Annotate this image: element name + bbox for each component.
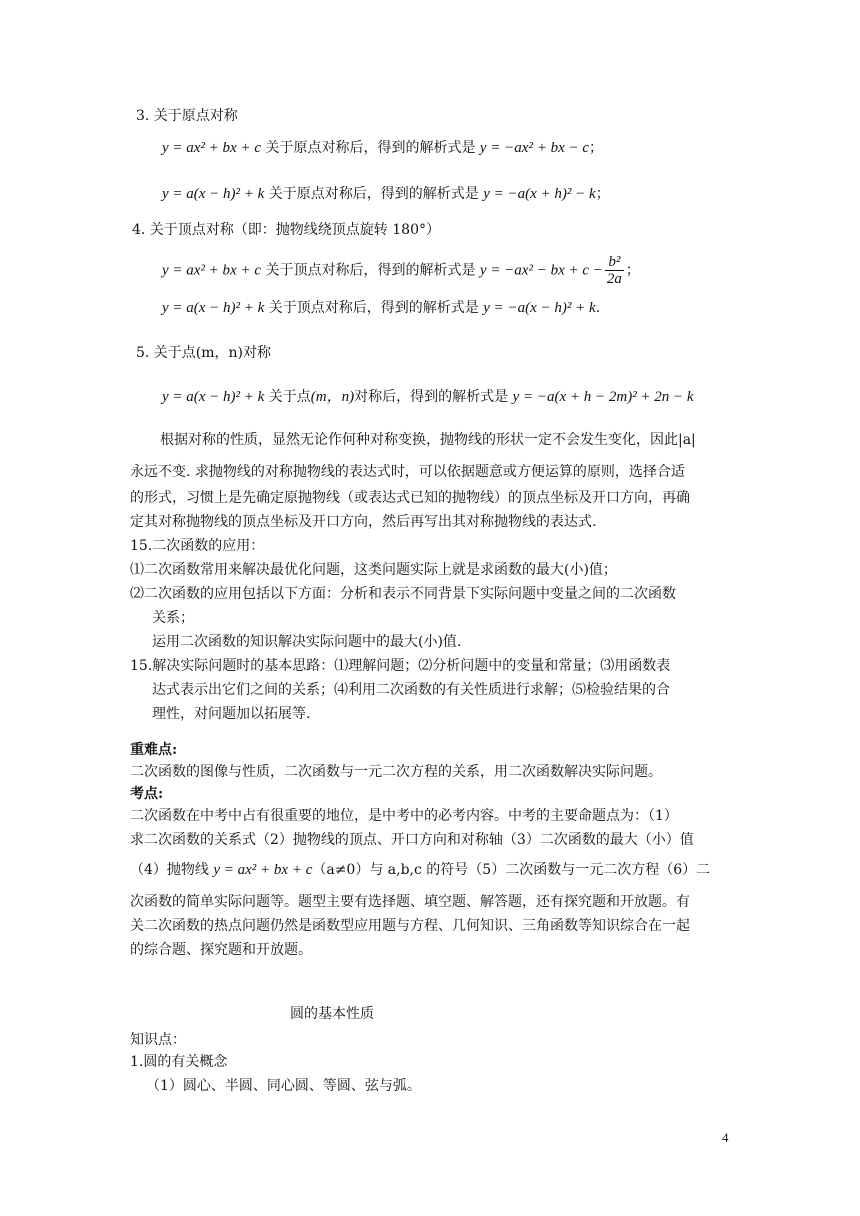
applications-item-2: ⑵二次函数的应用包括以下方面：分析和表示不同背景下实际问题中变量之间的二次函数 xyxy=(130,586,676,602)
text: 对称后，得到的解析式是 xyxy=(354,389,513,405)
page-number: 4 xyxy=(722,1130,729,1145)
exam-points-heading: 考点: xyxy=(130,786,164,802)
text: 关于原点对称后，得到的解析式是 xyxy=(264,186,484,202)
formula: y = −ax² + bx − c xyxy=(479,140,590,156)
fraction-numerator: b² xyxy=(605,254,624,271)
paragraph-line: 根据对称的性质，显然无论作何种对称变换，抛物线的形状一定不会发生变化，因此|a| xyxy=(160,432,696,448)
text: 关于顶点对称后，得到的解析式是 xyxy=(261,262,480,279)
formula: y = −a(x + h − 2m)² + 2n − k xyxy=(512,389,694,405)
punct: . xyxy=(595,300,601,316)
section-5-heading: 5. 关于点(m，n)对称 xyxy=(136,345,272,361)
section-4-line-1 xyxy=(162,254,640,287)
applications-heading: 15.二次函数的应用： xyxy=(130,538,265,554)
applications-item-2-cont: 运用二次函数的知识解决实际问题中的最大(小)值. xyxy=(152,634,462,650)
section-5-line-1 xyxy=(162,387,694,407)
section-4-heading: 4. 关于顶点对称（即：抛物线绕顶点旋转 180°） xyxy=(132,222,440,238)
section-3-line-1 xyxy=(162,138,603,158)
formula: y = ax² + bx + c xyxy=(162,262,261,279)
section-3-line-2 xyxy=(162,184,610,204)
punct: ； xyxy=(625,262,640,279)
formula: y = −a(x + h)² − k xyxy=(483,186,596,202)
formula: y = a(x − h)² + k xyxy=(162,300,265,316)
formula: y = −a(x − h)² + k xyxy=(483,300,596,316)
paragraph-line: 定其对称抛物线的顶点坐标及开口方向，然后再写出其对称抛物线的表达式. xyxy=(130,514,597,530)
formula: y = ax² + bx + c xyxy=(213,862,313,878)
exam-line: 次函数的简单实际问题等。题型主要有选择题、填空题、解答题，还有探究题和开放题。有 xyxy=(130,894,690,910)
applications-item-1: ⑴二次函数常用来解决最优化问题，这类问题实际上就是求函数的最大(小)值； xyxy=(130,562,617,578)
exam-line: 求二次函数的关系式（2）抛物线的顶点、开口方向和对称轴（3）二次函数的最大（小）值 xyxy=(130,832,694,848)
section-title: 圆的基本性质 xyxy=(290,1006,374,1022)
exam-line: 二次函数在中考中占有很重要的地位，是中考中的必考内容。中考的主要命题点为：（1） xyxy=(130,808,678,824)
text: 关于顶点对称后，得到的解析式是 xyxy=(264,300,484,316)
applications-item-2-cont: 关系； xyxy=(152,610,194,626)
exam-line xyxy=(130,860,710,880)
text: 关于点 xyxy=(264,389,311,405)
paragraph-line: 的形式，习惯上是先确定原抛物线（或表达式已知的抛物线）的顶点坐标及开口方向，再确 xyxy=(130,490,690,506)
steps-line: 15.解决实际问题时的基本思路：⑴理解问题；⑵分析问题中的变量和常量；⑶用函数表 xyxy=(130,658,671,674)
punct: ； xyxy=(589,140,604,156)
exam-line: 的综合题、探究题和开放题。 xyxy=(130,942,312,958)
section-3-heading: 3. 关于原点对称 xyxy=(136,108,238,124)
text: （4）抛物线 xyxy=(130,862,214,878)
fraction-denominator: 2a xyxy=(606,271,622,287)
formula: y = a(x − h)² + k xyxy=(162,389,265,405)
steps-line: 理性，对问题加以拓展等. xyxy=(152,706,311,722)
fraction xyxy=(605,254,624,287)
text: 关于原点对称后，得到的解析式是 xyxy=(261,140,480,156)
formula: y = a(x − h)² + k xyxy=(162,186,265,202)
key-points-text: 二次函数的图像与性质，二次函数与一元二次方程的关系，用二次函数解决实际问题。 xyxy=(130,764,662,780)
formula: y = −ax² − bx + c − xyxy=(479,262,603,279)
concept-item: （1）圆心、半圆、同心圆、等圆、弦与弧。 xyxy=(146,1078,421,1094)
point: (m，n) xyxy=(310,389,355,405)
section-4-line-2 xyxy=(162,298,600,318)
steps-line: 达式表示出它们之间的关系；⑷利用二次函数的有关性质进行求解；⑸检验结果的合 xyxy=(152,682,670,698)
paragraph-line: 永远不变. 求抛物线的对称抛物线的表达式时，可以依据题意或方便运算的原则，选择合适 xyxy=(130,464,685,480)
exam-line: 关二次函数的热点问题仍然是函数型应用题与方程、几何知识、三角函数等知识综合在一起 xyxy=(130,918,690,934)
knowledge-points-label: 知识点： xyxy=(130,1032,186,1048)
punct: ； xyxy=(595,186,610,202)
formula: y = ax² + bx + c xyxy=(162,140,261,156)
text: （a≠0）与 a,b,c 的符号（5）二次函数与一元二次方程（6）二 xyxy=(312,862,711,878)
concept-heading: 1.圆的有关概念 xyxy=(130,1054,228,1070)
key-points-heading: 重难点: xyxy=(130,742,178,758)
